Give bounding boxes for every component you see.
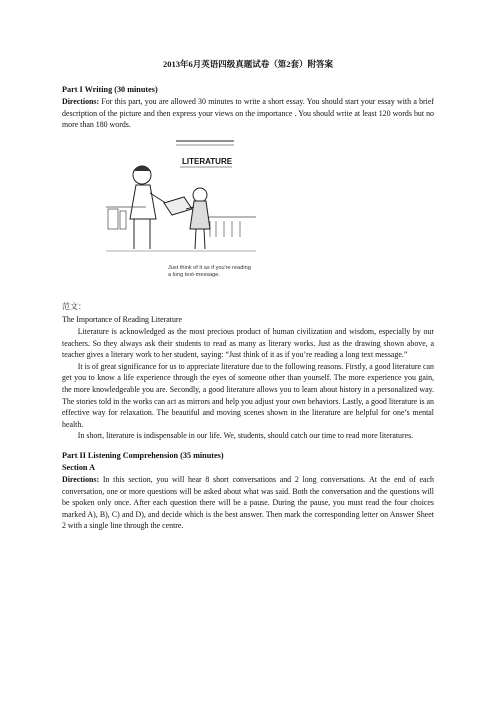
directions2-text: In this section, you will hear 8 short conversations and 2 long conversations. At the end of each conversation, one or more questions will be asked about what was said. Both the conversation and the questions will be spoken only once. After each question there will be a pause. During the pause, you must read the four choices marked A), B), C) and D), and decide which is the best answer. Then mark the corresponding letter on Answer Sheet 2 with a single line through the centre. [62, 474, 434, 531]
caption-line-2: a long text-message. [168, 271, 220, 278]
document-title: 2013年6月英语四级真题试卷（第2套）附答案 [162, 59, 333, 69]
caption-line-1: Just think of it as if you're reading [168, 264, 251, 271]
document-page [62, 58, 434, 532]
sample-essay-label: 范文： [62, 301, 86, 311]
part1-heading: Part I Writing (30 minutes) [62, 85, 158, 94]
essay-paragraph-3: In short, literature is indispensable in our life. We, students, should catch our time to read more literatures. [77, 431, 414, 441]
essay-title: The Importance of Reading Literature [62, 315, 183, 325]
cartoon-caption [168, 265, 278, 279]
part2-heading: Part II Listening Comprehension (35 minutes) [62, 450, 224, 460]
essay-paragraph-2: It is of great significance for us to appreciate literature due to the following reasons. Firstly, a good literature can get you to know a life experience through the eyes of someone other than yourself. The more experience you gain, the more knowledgeable you are. Secondly, a good literature allows you to learn about history in a personalized way. The stories told in the works can act as mirrors and help you adjust your own behaviors. Lastly, a good literature is an effective way for relaxation. The beautiful and moving scenes shown in the literature are helpful for one’s mental health. [62, 361, 434, 429]
directions-label: Directions: [62, 97, 100, 106]
section-a-heading: Section A [62, 462, 95, 472]
part2-directions [62, 474, 434, 532]
directions2-label: Directions: [62, 474, 100, 484]
essay-paragraph-1: Literature is acknowledged as the most precious product of human civilization and wisdom, especially by our teachers. So they always ask their students to read as many as literary works. Just as the drawing shown above, a teacher gives a literary work to her student, saying: “Just think of it as if you’re reading a long text message.” [62, 326, 434, 360]
sign-text: LITERATURE [182, 156, 233, 166]
cartoon-illustration [106, 137, 256, 297]
part1-directions [62, 96, 434, 131]
directions-text: For this part, you are allowed 30 minutes to write a short essay. You should start your essay with a brief description of the picture and then express your views on the importance . You should write at least 120 words but no more than 180 words. [62, 97, 434, 130]
cartoon-drawing [106, 137, 256, 267]
